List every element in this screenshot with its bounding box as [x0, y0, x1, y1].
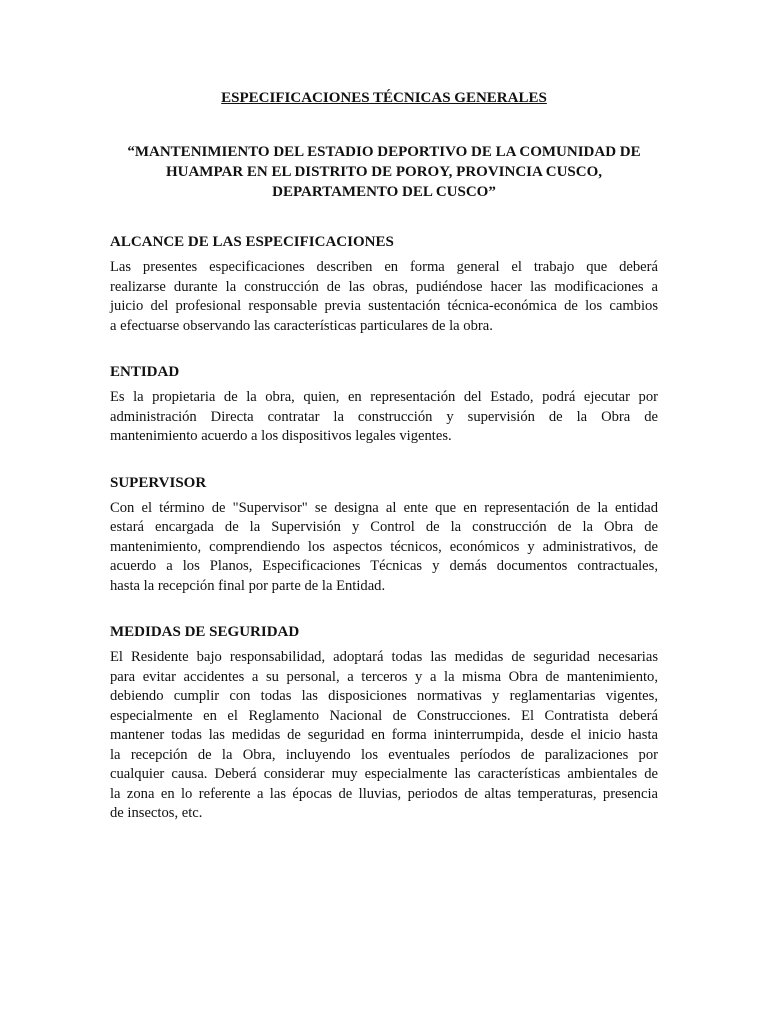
project-title-line: HUAMPAR EN EL DISTRITO DE POROY, PROVINCIA CUSCO,: [165, 164, 603, 180]
body-line: debiendo cumplir con todas las disposiciones normativas y reglamentarias vigentes,: [110, 688, 658, 704]
body-line: El Residente bajo responsabilidad, adoptará todas las medidas de seguridad necesarias: [110, 649, 658, 665]
body-line: para evitar accidentes a su personal, a terceros y a la misma Obra de mantenimiento,: [110, 668, 658, 685]
body-line: mantener todas las medidas de seguridad en forma ininterrumpida, desde el inicio hasta: [110, 727, 658, 743]
section-heading: SUPERVISOR: [110, 474, 207, 491]
body-line: cualquier causa. Deberá considerar muy especialmente las características ambientales de: [110, 766, 658, 782]
body-line: administración Directa contratar la construcción y supervisión de la Obra de: [110, 408, 658, 425]
section-body: [110, 388, 658, 447]
section-alcance: [110, 232, 658, 336]
body-line: estará encargada de la Supervisión y Control de la construcción de la Obra de: [110, 519, 658, 535]
section-entidad: [110, 362, 658, 447]
project-title: [110, 142, 658, 202]
project-title-line: “MANTENIMIENTO DEL ESTADIO DEPORTIVO DE LA COMUNIDAD DE: [127, 144, 641, 160]
section-heading: ALCANCE DE LAS ESPECIFICACIONES: [110, 234, 394, 250]
section-body: [110, 499, 658, 597]
body-line: acuerdo a los Planos, Especificaciones Técnicas y demás documentos contractuales,: [110, 558, 658, 574]
document-title: ESPECIFICACIONES TÉCNICAS GENERALES: [221, 90, 547, 106]
section-body: [110, 648, 658, 824]
body-line: Las presentes especificaciones describen en forma general el trabajo que deberá: [110, 259, 658, 275]
body-line: realizarse durante la construcción de las obras, pudiéndose hacer las modificaciones a: [110, 278, 658, 295]
body-line: mantenimiento acuerdo a los dispositivos legales vigentes.: [110, 428, 452, 444]
body-line: especialmente en el Reglamento Nacional de Construcciones. El Contratista deberá: [110, 707, 658, 724]
body-line: juicio del profesional responsable previa sustentación técnica-económica de los cambios: [110, 298, 658, 314]
document-page: [110, 88, 658, 824]
body-line: Es la propietaria de la obra, quien, en representación del Estado, podrá ejecutar por: [110, 389, 658, 405]
body-line: a efectuarse observando las características particulares de la obra.: [110, 317, 493, 334]
section-body: [110, 258, 658, 336]
body-line: hasta la recepción final por parte de la Entidad.: [110, 577, 386, 594]
body-line: la zona en lo referente a las épocas de lluvias, periodos de altas temperaturas, presencia: [110, 785, 658, 802]
section-heading: ENTIDAD: [110, 364, 180, 380]
section-medidas-seguridad: [110, 622, 658, 824]
body-line: la recepción de la Obra, incluyendo los eventuales períodos de paralizaciones por: [110, 746, 658, 763]
section-heading: MEDIDAS DE SEGURIDAD: [110, 624, 300, 640]
body-line: mantenimiento, comprendiendo los aspectos técnicos, económicos y administrativos, de: [110, 538, 658, 555]
body-line: de insectos, etc.: [110, 805, 203, 821]
body-line: Con el término de "Supervisor" se designa al ente que en representación de la entidad: [110, 499, 658, 516]
section-supervisor: [110, 473, 658, 597]
project-title-line: DEPARTAMENTO DEL CUSCO”: [272, 184, 496, 200]
